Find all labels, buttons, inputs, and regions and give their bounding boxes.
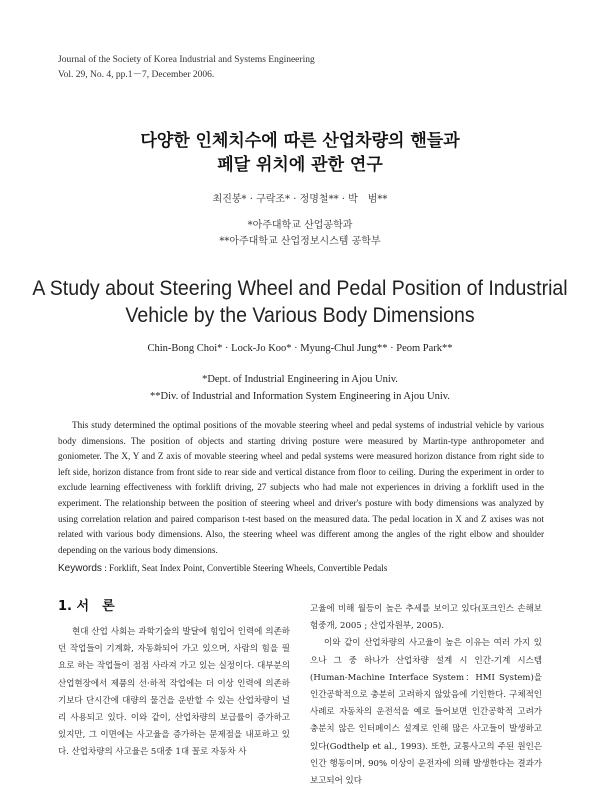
keywords-text: : Forklift, Seat Index Point, Convertible Steering Wheels, Convertible Pedals xyxy=(101,563,388,573)
english-authors: Chin-Bong Choi* · Lock-Jo Koo* · Myung-Chul Jung** · Peom Park** xyxy=(147,343,453,354)
journal-header xyxy=(58,53,315,83)
body-paragraph: 이와 같이 산업차량의 사고율이 높은 이유는 여러 가지 있으나 그 중 하나가 산업차량 설계 시 인간-기계 시스템(Human-Machine Interface System：HMI System)을 인간공학적으로 충분히 고려하지 않았음에 기인한다. 구체적인 사례로 자동차의 운전석을 예로 들어보면 인간공학적 고려가 충분치 않은 인터페이스 설계로 인해 많은 사고들이 발생하고 있다(Godthelp et al., 1993). 또한, 교통사고의 주된 원인은 인간 행동이며, 90% 이상이 운전자에 의해 발생한다는 결과가 보고되어 있다 xyxy=(310,638,542,787)
korean-affiliation-2: **아주대학교 산업정보시스템 공학부 xyxy=(219,236,381,247)
korean-affiliation-1: *아주대학교 산업공학과 xyxy=(247,220,353,231)
english-title-line1: A Study about Steering Wheel and Pedal Position of Industrial xyxy=(32,277,568,300)
body-column-left xyxy=(58,598,290,762)
keywords xyxy=(58,563,387,574)
body-column-right xyxy=(310,601,542,790)
body-paragraph: 현대 산업 사회는 과학기술의 발달에 힘입어 인력에 의존하던 작업들이 기계화, 자동화되어 가고 있으며, 사람의 힘을 필요로 하는 작업들이 점점 사라져 가고 있는 실정이다. 대부분의 산업현장에서 제품의 선·하적 작업에는 더 이상 인력에 의존하기보다 단시간에 대량의 물건을 운반할 수 있는 산업차량이 널리 사용되고 있다. 이와 같이, 산업차량의 보급률이 증가하고 있지만, 그 이면에는 사고율을 증가하는 문제점을 내포하고 있다. 산업차량의 사고율은 5대중 1대 꼴로 자동차 사 xyxy=(58,627,290,758)
english-title xyxy=(21,275,579,329)
korean-title-line1: 다양한 인체치수에 따른 산업차량의 핸들과 xyxy=(140,131,460,151)
journal-name: Journal of the Society of Korea Industrial and Systems Engineering xyxy=(58,55,315,65)
korean-authors: 최진봉* · 구락조* · 정명철** · 박 범** xyxy=(212,194,388,205)
section-heading-introduction: 1. 서 론 xyxy=(58,599,115,614)
keywords-label: Keywords xyxy=(58,563,102,574)
english-affiliation-1: *Dept. of Industrial Engineering in Ajou Univ. xyxy=(202,374,398,385)
english-affiliation-2: **Div. of Industrial and Information System Engineering in Ajou Univ. xyxy=(150,391,450,402)
english-affiliations xyxy=(0,371,600,405)
korean-title-line2: 페달 위치에 관한 연구 xyxy=(217,155,383,175)
korean-affiliations xyxy=(0,218,600,250)
abstract: This study determined the optimal positions of the movable steering wheel and pedal systems of industrial vehicle by various body dimensions. The position of objects and starting driving posture were measured by Martin-type anthropometer and goniometer. The X, Y and Z axis of movable steering wheel and pedal systems were measured horizon distance from right side to left side, horizon distance from front side to rear side and vertical distance from floor to ceiling. During the experiment in order to exclude learning effectiveness with forklift driving, 27 subjects who had male not experiences in driving a forklift used in the experiment. The relationship between the position of steering wheel and driver's posture with body dimensions was analyzed by using correlation relation and paired comparison t-test based on the measured data. The pedal location in X and Z axises was not related with various body dimensions. Also, the steering wheel was different among the angles of the right elbow and shoulder depending on the various body dimensions. xyxy=(58,420,544,555)
body-paragraph-continued: 고율에 비해 월등이 높은 추세를 보이고 있다(포크인스 손해보험중개, 2005 ; 산업자원부, 2005). xyxy=(310,604,542,632)
korean-title xyxy=(0,129,600,177)
english-title-line2: Vehicle by the Various Body Dimensions xyxy=(125,304,475,327)
journal-issue: Vol. 29, No. 4, pp.1－7, December 2006. xyxy=(58,70,215,80)
